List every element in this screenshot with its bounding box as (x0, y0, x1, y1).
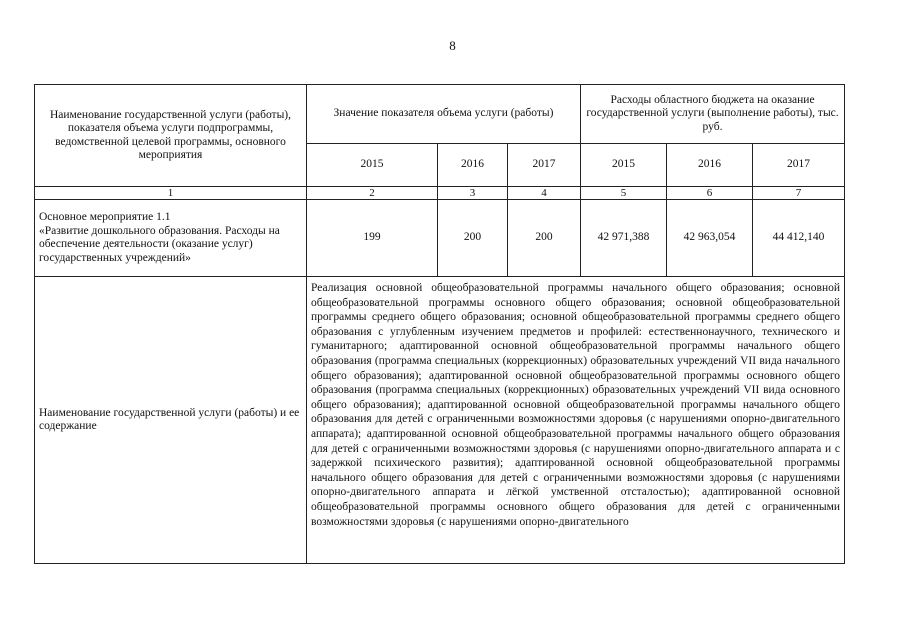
year-volume-2015: 2015 (307, 144, 438, 187)
column-number: 5 (581, 187, 667, 200)
column-number: 1 (35, 187, 307, 200)
column-number-row (35, 187, 845, 200)
main-event-number: Основное мероприятие 1.1 (39, 211, 171, 223)
table-row (35, 200, 845, 277)
main-event-title: «Развитие дошкольного образования. Расходы на обеспечение деятельности (оказание услуг) государственных учреждений» (39, 224, 280, 264)
column-number: 7 (753, 187, 845, 200)
year-volume-2016: 2016 (438, 144, 508, 187)
budget-table (34, 84, 845, 564)
service-content-text: Реализация основной общеобразовательной программы начального общего образования; основной общеобразовательной программы основного общего образования; основной общеобразовательной программы среднего общего образования; основной общеобразовательной программы среднего общего образования с углубленным изучением предметов и профилей: естественнонаучного, технического и гуманитарного; адаптированной основной общеобразовательной программы начального общего образования (программа специальных (коррекционных) образовательных учреждений VII вида начального общего образования); адаптированной основной общеобразовательной программы основного общего образования (программа специальных (коррекционных) образовательных учреждений VII вида основного общего образования); адаптированной основной общеобразовательной программы начального общего образования для детей с ограниченными возможностями здоровья (с нарушениями опорно-двигательного аппарата); адаптированной основной общеобразовательной программы начального общего образования для детей с ограниченными возможностями здоровья (с нарушениями опорно-двигательного аппарата и с задержкой психического развития); адаптированной основной общеобразовательной программы начального общего образования для детей с ограниченными возможностями здоровья (с нарушениями опорно-двигательного аппарата и лёгкой умственной отсталостью); адаптированной основной общеобразовательной программы основного общего образования для детей с ограниченными возможностями здоровья (с нарушениями опорно-двигательного (307, 277, 845, 564)
header-volume-indicator: Значение показателя объема услуги (работы) (307, 85, 581, 144)
header-row-groups (35, 85, 845, 144)
header-service-name: Наименование государственной услуги (работы), показателя объема услуги подпрограммы, ведомственной целевой программы, основного мероприятия (35, 85, 307, 187)
budget-value-2015: 42 971,388 (581, 200, 667, 277)
column-number: 4 (508, 187, 581, 200)
main-event-name (35, 200, 307, 277)
service-content-label: Наименование государственной услуги (работы) и ее содержание (35, 277, 307, 564)
year-volume-2017: 2017 (508, 144, 581, 187)
year-budget-2017: 2017 (753, 144, 845, 187)
year-budget-2016: 2016 (667, 144, 753, 187)
budget-value-2016: 42 963,054 (667, 200, 753, 277)
header-budget-expenses: Расходы областного бюджета на оказание государственной услуги (выполнение работы), тыс. руб. (581, 85, 845, 144)
year-budget-2015: 2015 (581, 144, 667, 187)
column-number: 6 (667, 187, 753, 200)
page-number: 8 (449, 38, 456, 53)
volume-value-2016: 200 (438, 200, 508, 277)
budget-value-2017: 44 412,140 (753, 200, 845, 277)
volume-value-2017: 200 (508, 200, 581, 277)
column-number: 3 (438, 187, 508, 200)
table-row (35, 277, 845, 564)
column-number: 2 (307, 187, 438, 200)
volume-value-2015: 199 (307, 200, 438, 277)
